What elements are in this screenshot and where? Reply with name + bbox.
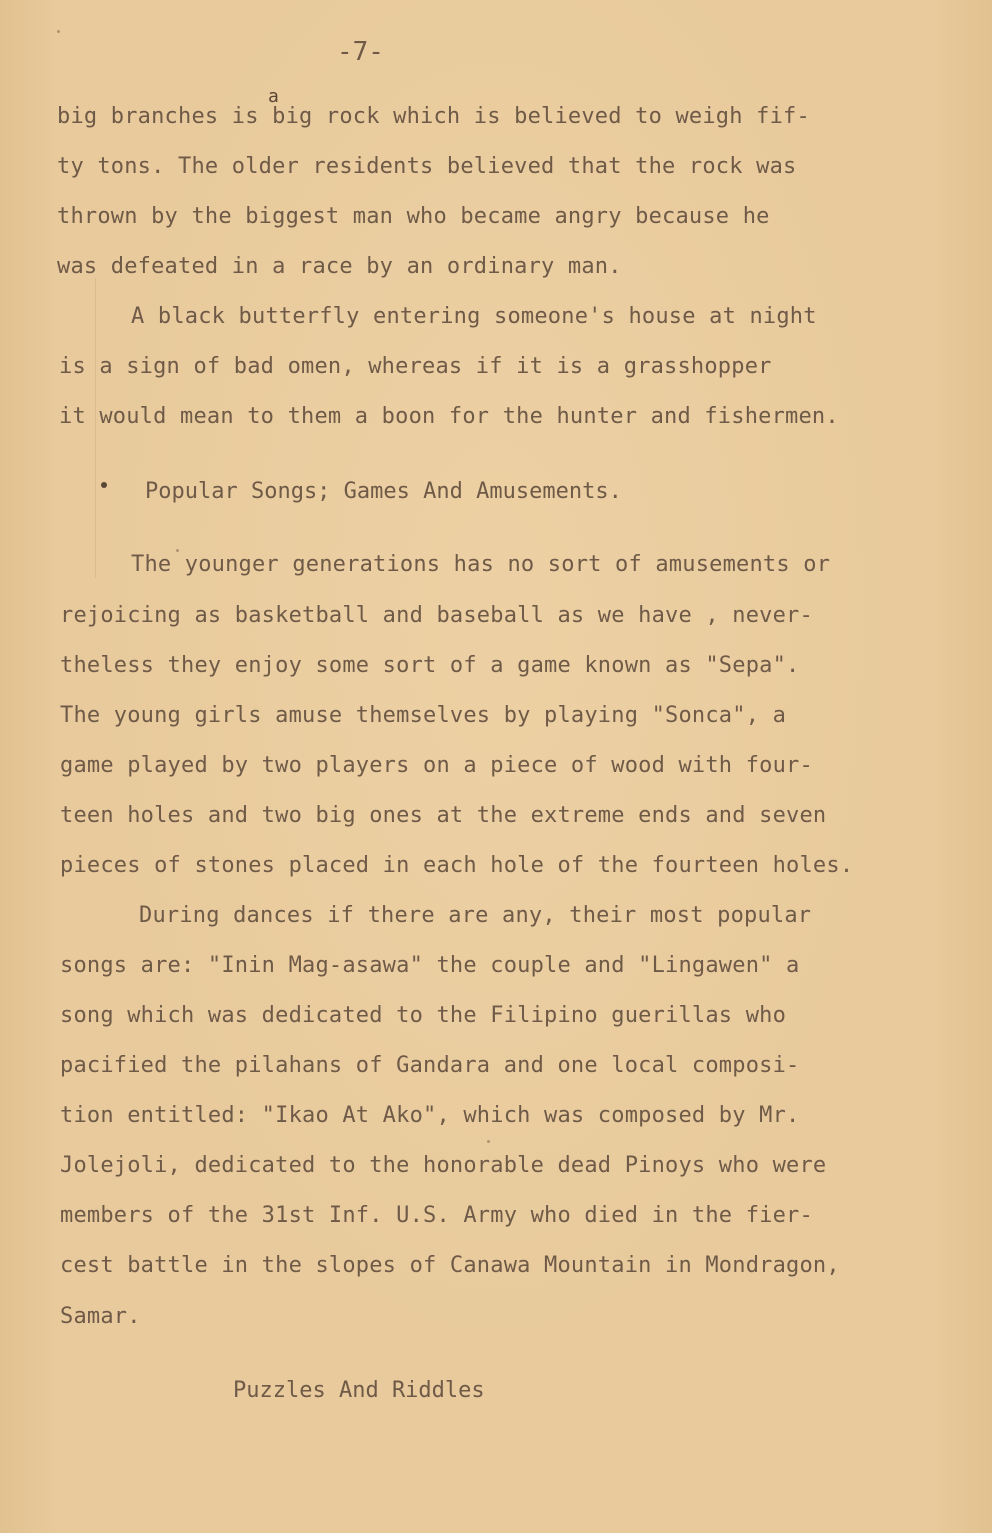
text-line: During dances if there are any, their most popular (139, 903, 812, 928)
text-line: tion entitled: "Ikao At Ako", which was composed by Mr. (60, 1103, 800, 1128)
paper-speck (57, 30, 60, 33)
paper-speck (487, 1140, 490, 1143)
bottom-heading: Puzzles And Riddles (233, 1378, 485, 1403)
text-line: pacified the pilahans of Gandara and one local composi- (60, 1053, 800, 1078)
text-line: The younger generations has no sort of amusements or (131, 552, 831, 577)
text-line: Samar. (60, 1304, 141, 1329)
page-number: -7- (337, 37, 384, 67)
text-line: rejoicing as basketball and baseball as we have , never- (60, 603, 813, 628)
text-line: it would mean to them a boon for the hunter and fishermen. (59, 404, 839, 429)
text-line: thrown by the biggest man who became angry because he (57, 204, 770, 229)
text-line: theless they enjoy some sort of a game known as "Sepa". (60, 653, 800, 678)
text-line: pieces of stones placed in each hole of the fourteen holes. (60, 853, 854, 878)
text-line: Jolejoli, dedicated to the honorable dead Pinoys who were (60, 1153, 827, 1178)
text-line: songs are: "Inin Mag-asawa" the couple and "Lingawen" a (60, 953, 800, 978)
text-line: cest battle in the slopes of Canawa Mountain in Mondragon, (60, 1253, 840, 1278)
text-line: game played by two players on a piece of wood with four- (60, 753, 813, 778)
text-line: ty tons. The older residents believed that the rock was (57, 154, 797, 179)
handwritten-insert-mark: a (268, 86, 279, 107)
text-line: A black butterfly entering someone's house at night (131, 304, 817, 329)
text-line: members of the 31st Inf. U.S. Army who died in the fier- (60, 1203, 813, 1228)
section-heading: Popular Songs; Games And Amusements. (145, 479, 622, 504)
text-line: teen holes and two big ones at the extreme ends and seven (60, 803, 827, 828)
text-line: is a sign of bad omen, whereas if it is a grasshopper (59, 354, 772, 379)
text-line: was defeated in a race by an ordinary man. (57, 254, 622, 279)
text-line: big branches is big rock which is believed to weigh fif- (57, 104, 810, 129)
text-line: song which was dedicated to the Filipino guerillas who (60, 1003, 787, 1028)
section-bullet (101, 482, 107, 488)
text-line: The young girls amuse themselves by playing "Sonca", a (60, 703, 787, 728)
